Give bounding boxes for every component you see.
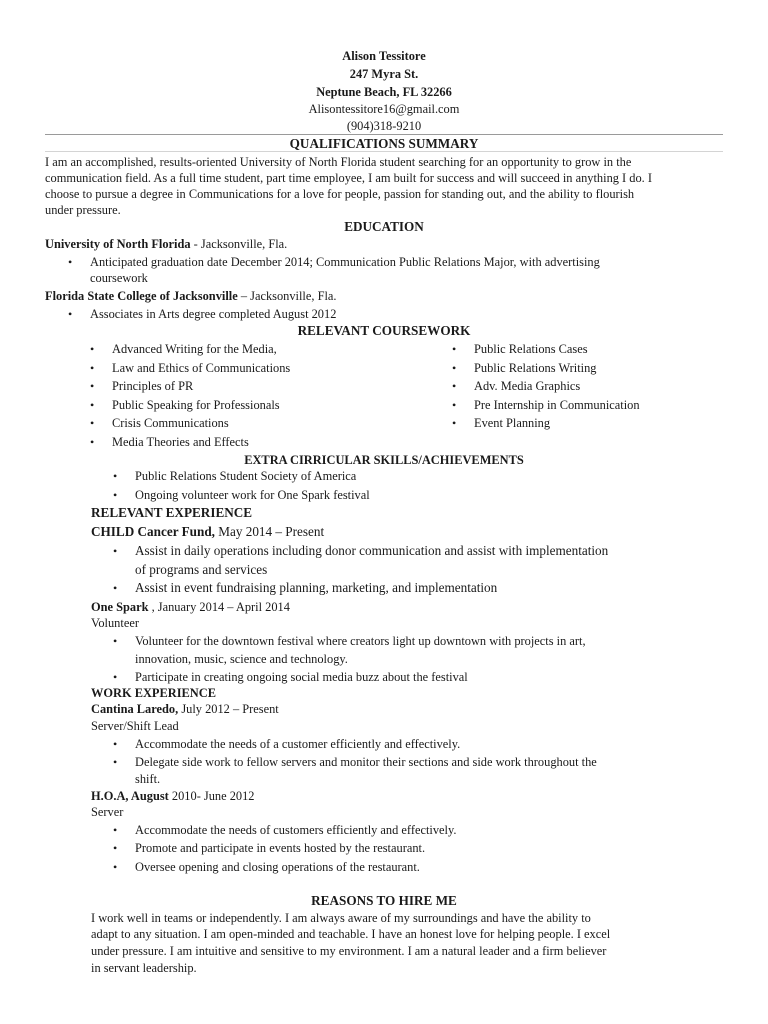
coursework-item: • Crisis Communications [112, 415, 229, 431]
job-bullet-continuation: of programs and services [135, 562, 268, 577]
extra-heading: EXTRA CIRRICULAR SKILLS/ACHIEVEMENTS [244, 453, 524, 467]
qualifications-line: choose to pursue a degree in Communications for a love for people, passion for standing out, and the ability to flourish [45, 187, 635, 201]
job-title-line [91, 599, 290, 615]
job-bullet-continuation: shift. [135, 772, 161, 786]
job-org: One Spark [91, 600, 149, 614]
education-school-1 [45, 236, 287, 252]
job-title-line [91, 788, 255, 804]
coursework-item: • Public Relations Cases [474, 341, 588, 357]
school-location: - Jacksonville, Fla. [190, 237, 288, 251]
address-street: 247 Myra St. [349, 67, 419, 81]
school-name: University of North Florida [45, 237, 191, 251]
work-experience-heading: WORK EXPERIENCE [91, 686, 216, 700]
reasons-heading: REASONS TO HIRE ME [311, 893, 457, 908]
job-bullet: • Delegate side work to fellow servers and monitor their sections and side work throughout the [135, 754, 597, 770]
job-org: CHILD Cancer Fund, [91, 524, 215, 539]
reasons-line: in servant leadership. [91, 961, 197, 975]
qualifications-divider [45, 151, 723, 152]
coursework-item: • Public Relations Writing [474, 360, 596, 376]
coursework-item: • Advanced Writing for the Media, [112, 341, 277, 357]
job-dates: May 2014 – Present [214, 524, 325, 539]
job-bullet: • Volunteer for the downtown festival where creators light up downtown with projects in art, [135, 633, 586, 649]
qualifications-line: I am an accomplished, results-oriented University of North Florida student searching for an opportunity to grow in the [45, 155, 632, 169]
list-item: • Anticipated graduation date December 2014; Communication Public Relations Major, with advertising [90, 254, 600, 270]
coursework-item: • Pre Internship in Communication [474, 397, 640, 413]
qualifications-line: communication field. As a full time student, part time employee, I am built for success and will succeed in anything I do. I [45, 171, 652, 185]
qualifications-heading: QUALIFICATIONS SUMMARY [289, 136, 479, 151]
school-name: Florida State College of Jacksonville [45, 289, 238, 303]
job-org: H.O.A, August [91, 789, 169, 803]
coursework-item: • Adv. Media Graphics [474, 378, 580, 394]
coursework-item: • Media Theories and Effects [112, 434, 249, 450]
job-bullet: • Accommodate the needs of a customer efficiently and effectively. [135, 736, 460, 752]
job-bullet-continuation: innovation, music, science and technology. [135, 652, 348, 666]
education-heading: EDUCATION [344, 219, 424, 234]
job-role: Volunteer [91, 616, 139, 630]
extra-item: • Ongoing volunteer work for One Spark festival [135, 487, 370, 503]
job-bullet: • Accommodate the needs of customers efficiently and effectively. [135, 822, 456, 838]
reasons-line: under pressure. I am intuitive and sensitive to my environment. I am a natural leader and a firm believer [91, 944, 607, 958]
coursework-item: • Event Planning [474, 415, 550, 431]
qualifications-line: under pressure. [45, 203, 121, 217]
coursework-item: • Principles of PR [112, 378, 193, 394]
job-title-line [91, 701, 279, 717]
extra-item: • Public Relations Student Society of America [135, 468, 356, 484]
job-dates: 2010- June 2012 [168, 789, 255, 803]
relevant-experience-heading: RELEVANT EXPERIENCE [91, 505, 253, 520]
job-role: Server [91, 805, 124, 819]
resume-name: Alison Tessitore [342, 49, 426, 63]
address-city: Neptune Beach, FL 32266 [316, 85, 452, 99]
coursework-item: • Law and Ethics of Communications [112, 360, 290, 376]
job-bullet: • Oversee opening and closing operations of the restaurant. [135, 859, 420, 875]
email: Alisontessitore16@gmail.com [308, 102, 460, 116]
coursework-item: • Public Speaking for Professionals [112, 397, 280, 413]
list-item: • Associates in Arts degree completed August 2012 [90, 306, 336, 322]
education-school-2 [45, 288, 337, 304]
job-role: Server/Shift Lead [91, 719, 179, 733]
reasons-line: adapt to any situation. I am open-minded and teachable. I have an honest love for helping people. I excel [91, 927, 611, 941]
header-divider [45, 134, 723, 135]
reasons-line: I work well in teams or independently. I am always aware of my surroundings and have the ability to [91, 911, 591, 925]
job-dates: , January 2014 – April 2014 [148, 600, 290, 614]
coursework-heading: RELEVANT COURSEWORK [297, 323, 471, 338]
job-bullet: • Promote and participate in events hosted by the restaurant. [135, 840, 425, 856]
job-dates: July 2012 – Present [178, 702, 279, 716]
job-bullet: • Assist in event fundraising planning, marketing, and implementation [135, 580, 497, 596]
job-bullet: • Assist in daily operations including donor communication and assist with implementation [135, 543, 608, 559]
list-item-continuation: coursework [90, 271, 148, 285]
school-location: – Jacksonville, Fla. [237, 289, 337, 303]
job-title-line [91, 524, 324, 540]
job-bullet: • Participate in creating ongoing social media buzz about the festival [135, 669, 468, 685]
phone: (904)318-9210 [346, 119, 422, 133]
job-org: Cantina Laredo, [91, 702, 179, 716]
